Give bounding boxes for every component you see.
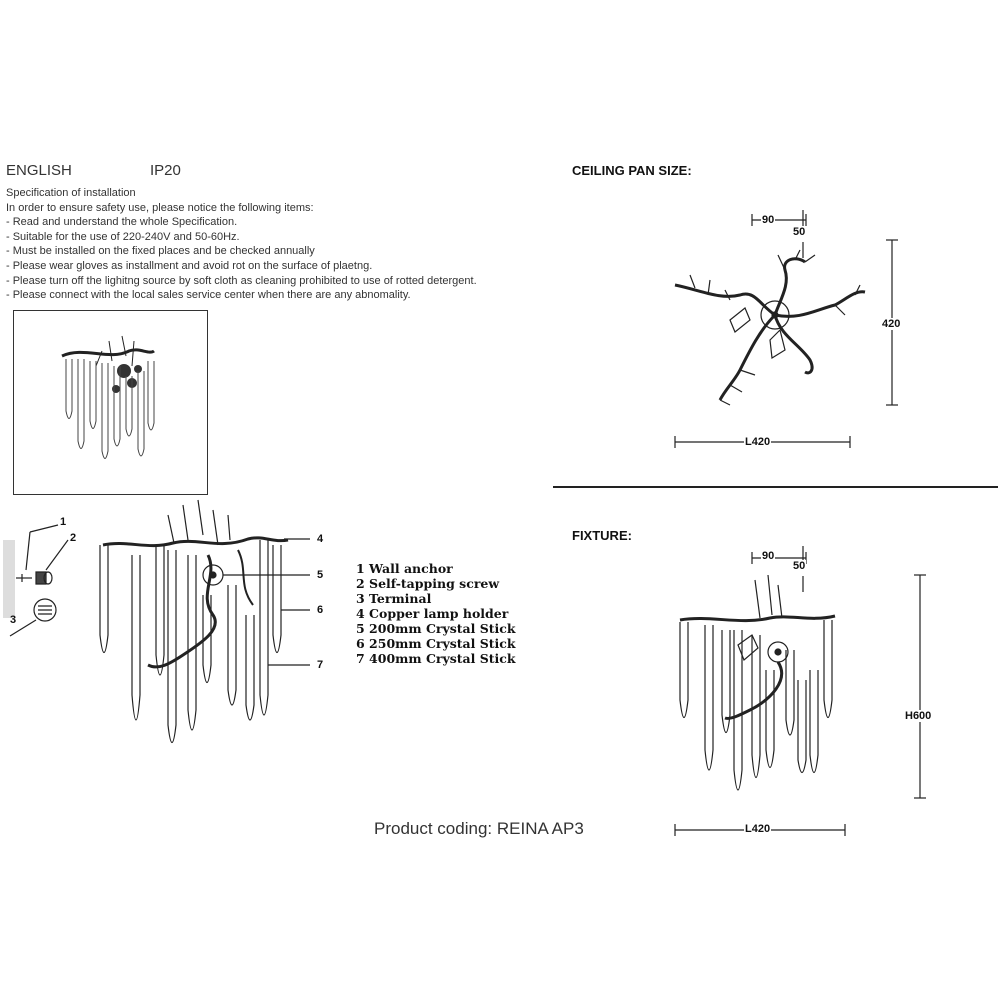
fixture-title: FIXTURE: bbox=[572, 528, 632, 543]
callout-number: 7 bbox=[317, 659, 324, 671]
fixture-dim-top: 90 bbox=[762, 550, 775, 562]
ceiling-dim-depth: 50 bbox=[793, 226, 806, 238]
legend-item: 6 250mm Crystal Stick bbox=[356, 636, 516, 651]
legend-item: 1 Wall anchor bbox=[356, 561, 453, 576]
fixture-dim-depth: 50 bbox=[793, 560, 806, 572]
spec-intro: In order to ensure safety use, please notice the following items: bbox=[6, 201, 314, 214]
ceiling-pan-drawing bbox=[660, 200, 920, 460]
legend-item: 7 400mm Crystal Stick bbox=[356, 651, 516, 666]
callout-number: 3 bbox=[10, 614, 17, 626]
callout-number: 1 bbox=[60, 516, 67, 528]
exploded-fixture-drawing bbox=[88, 495, 333, 770]
product-photo bbox=[14, 311, 207, 494]
legend-item: 4 Copper lamp holder bbox=[356, 606, 509, 621]
installation-detail bbox=[0, 510, 90, 650]
ceiling-dim-length: L420 bbox=[745, 436, 771, 448]
ceiling-dim-height: 420 bbox=[882, 318, 901, 330]
callout-number: 5 bbox=[317, 569, 324, 581]
legend-item: 5 200mm Crystal Stick bbox=[356, 621, 516, 636]
legend-item: 3 Terminal bbox=[356, 591, 432, 606]
spec-item: - Must be installed on the fixed places and be checked annually bbox=[6, 245, 315, 258]
callout-number: 4 bbox=[317, 533, 324, 545]
spec-item: - Please turn off the lighitng source by soft cloth as cleaning prohibited to use of rotted detergent. bbox=[6, 274, 477, 287]
spec-item: - Please connect with the local sales service center when there are any abnomality. bbox=[6, 289, 411, 302]
spec-block bbox=[6, 186, 477, 303]
callout-number: 2 bbox=[70, 532, 77, 544]
product-photo-frame bbox=[13, 310, 208, 495]
ip-rating: IP20 bbox=[150, 162, 181, 179]
ceiling-pan-title: CEILING PAN SIZE: bbox=[572, 163, 692, 178]
fixture-dim-height: H600 bbox=[905, 710, 932, 722]
ceiling-dim-top: 90 bbox=[762, 214, 775, 226]
legend-item: 2 Self-tapping screw bbox=[356, 576, 500, 591]
spec-item: - Suitable for the use of 220-240V and 50-60Hz. bbox=[6, 230, 240, 243]
language-label: ENGLISH bbox=[6, 162, 72, 179]
fixture-dim-length: L420 bbox=[745, 823, 771, 835]
spec-title: Specification of installation bbox=[6, 187, 136, 199]
fixture-drawing bbox=[660, 540, 940, 840]
spec-item: - Please wear gloves as installment and avoid rot on the surface of plaetng. bbox=[6, 259, 373, 272]
callout-number: 6 bbox=[317, 604, 324, 616]
section-divider bbox=[553, 486, 998, 488]
spec-item: - Read and understand the whole Specification. bbox=[6, 216, 238, 229]
parts-legend bbox=[356, 561, 516, 666]
product-coding: Product coding: REINA AP3 bbox=[374, 819, 584, 838]
